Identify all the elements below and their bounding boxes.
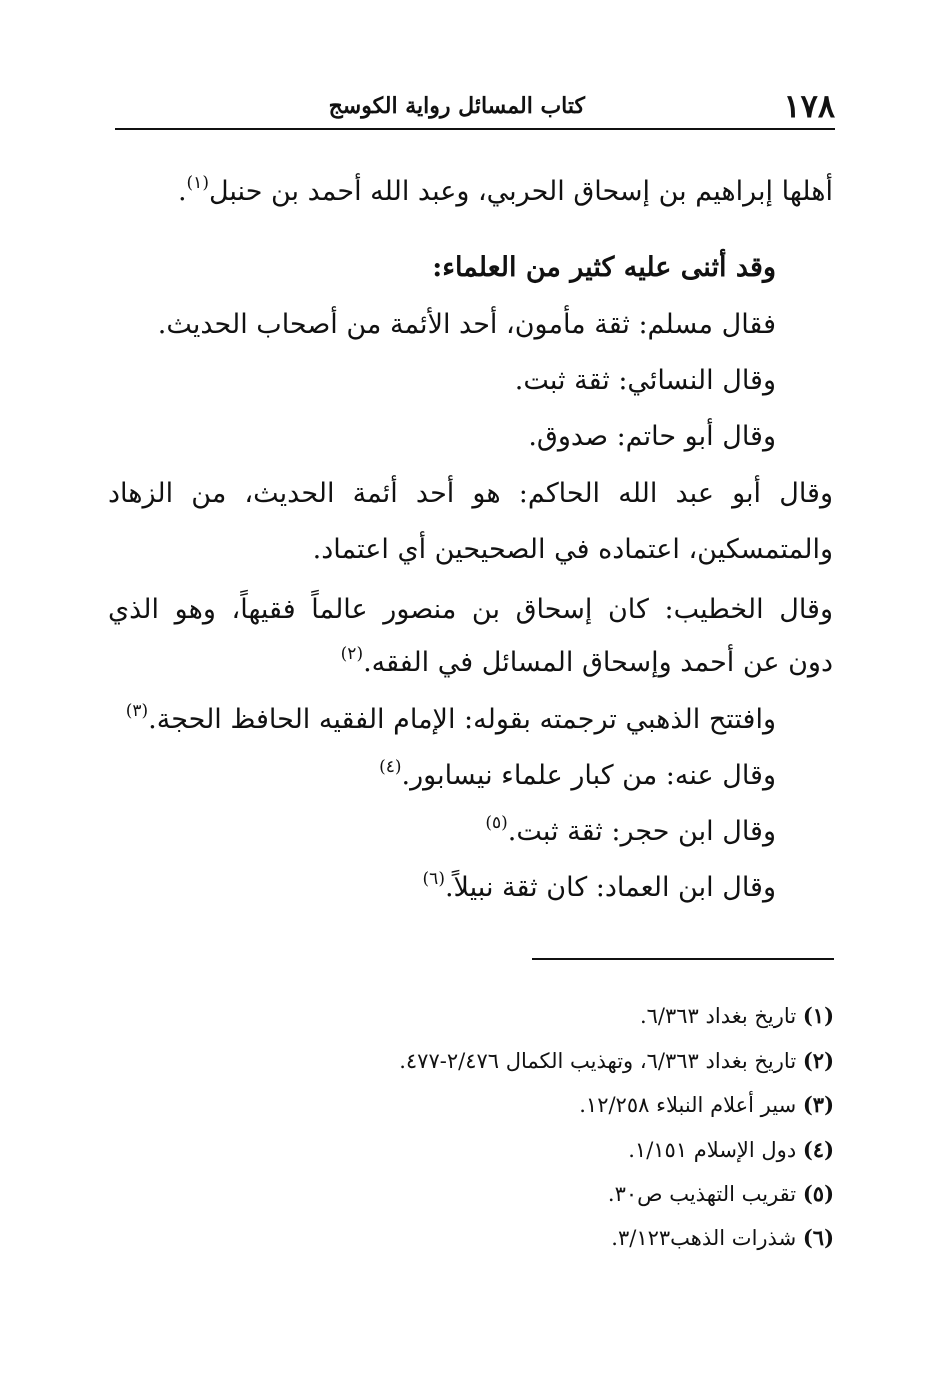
quote-hakim-line-1: وقال أبو عبد الله الحاكم: هو أحد أئمة الحديث، من الزهاد: [108, 478, 833, 509]
footnote-number: (٦): [802, 1225, 834, 1250]
quote-ibn-imad: [423, 868, 776, 911]
quote-khatib-line-2: [341, 643, 833, 686]
footnote-separator: [532, 958, 834, 960]
page-number: ١٧٨: [783, 87, 835, 125]
footnote-text: تاريخ بغداد ٦/٣٦٣، وتهذيب الكمال ٢/٤٧٦-٤٧٧.: [399, 1049, 803, 1073]
quote-hakim-line-2: والمتمسكين، اعتماده في الصحيحين أي اعتماد.: [312, 534, 833, 565]
footnote-text: شذرات الذهب٣/١٢٣.: [611, 1226, 803, 1250]
footnote-ref-6[interactable]: (٦): [422, 869, 445, 889]
quote-khatib-line-1: وقال الخطيب: كان إسحاق بن منصور عالماً فقيهاً، وهو الذي: [108, 594, 833, 625]
line-end: .: [177, 176, 187, 207]
line-text: وقال عنه: من كبار علماء نيسابور.: [401, 760, 776, 791]
quote-dhahabi-line-2: [379, 756, 776, 799]
line-text: وقال ابن العماد: كان ثقة نبيلاً.: [444, 872, 776, 903]
footnote-text: سير أعلام النبلاء ١٢/٢٥٨.: [579, 1093, 803, 1117]
footnote-ref-5[interactable]: (٥): [485, 813, 508, 833]
quote-abu-hatim: وقال أبو حاتم: صدوق.: [528, 421, 776, 452]
footnote-number: (١): [802, 1003, 834, 1028]
footnote-text: تقريب التهذيب ص٣٠.: [607, 1182, 803, 1206]
quote-ibn-hajar: [485, 812, 776, 855]
line-text: أهلها إبراهيم بن إسحاق الحربي، وعبد الله أحمد بن حنبل: [208, 176, 833, 207]
footnote-6: [611, 1222, 834, 1254]
quote-nasai: وقال النسائي: ثقة ثبت.: [514, 365, 776, 396]
section-heading: وقد أثنى عليه كثير من العلماء:: [432, 252, 776, 283]
footnote-number: (٤): [802, 1137, 834, 1162]
quote-dhahabi-line-1: [126, 700, 776, 743]
footnote-text: تاريخ بغداد ٦/٣٦٣.: [639, 1004, 803, 1028]
footnote-ref-4[interactable]: (٤): [379, 757, 402, 777]
footnote-ref-3[interactable]: (٣): [125, 701, 149, 721]
footnote-ref-2[interactable]: (٢): [340, 644, 364, 664]
footnote-number: (٢): [802, 1048, 834, 1073]
footnote-number: (٣): [802, 1092, 834, 1117]
footnote-ref-1[interactable]: (١): [186, 173, 209, 193]
text-line-1: [178, 172, 833, 215]
footnote-number: (٥): [802, 1181, 834, 1206]
footnote-2: [399, 1045, 834, 1077]
footnote-3: [579, 1089, 834, 1121]
page-header: [115, 84, 835, 130]
footnote-4: [628, 1134, 834, 1166]
line-text: دون عن أحمد وإسحاق المسائل في الفقه.: [363, 647, 833, 678]
quote-muslim: فقال مسلم: ثقة مأمون، أحد الأئمة من أصحاب الحديث.: [157, 309, 776, 340]
footnote-text: دول الإسلام ١/١٥١.: [628, 1138, 803, 1162]
running-title: كتاب المسائل رواية الكوسج: [328, 93, 585, 119]
line-text: وافتتح الذهبي ترجمته بقوله: الإمام الفقيه الحافظ الحجة.: [148, 704, 776, 735]
line-text: وقال ابن حجر: ثقة ثبت.: [507, 816, 776, 847]
footnote-5: [608, 1178, 834, 1210]
footnote-1: [640, 1000, 834, 1032]
